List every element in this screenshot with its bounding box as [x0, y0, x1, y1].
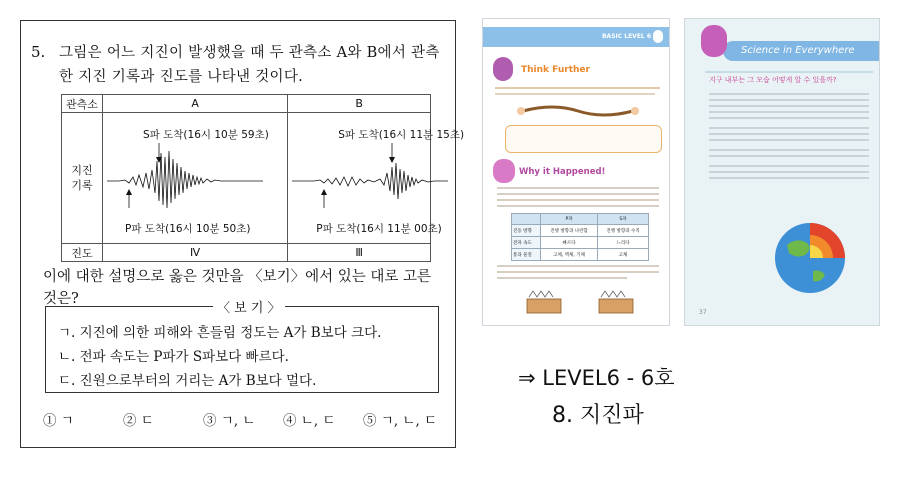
science-banner: Science in Everywhere — [723, 41, 880, 61]
character3-icon — [701, 25, 727, 57]
earth-cross-section-illustration — [773, 221, 847, 295]
choice-1[interactable]: ① ㄱ — [43, 413, 74, 429]
right-body-lines — [709, 93, 869, 193]
question-number: 5. — [31, 43, 46, 61]
station-a-header: A — [103, 95, 288, 113]
b-intensity: Ⅲ — [288, 244, 431, 262]
bogi-box — [45, 306, 439, 393]
bogi-item-2: ㄴ. 전파 속도는 P파가 S파보다 빠르다. — [58, 349, 289, 365]
choice-2[interactable]: ② ㄷ — [123, 413, 154, 429]
bogi-item-3: ㄷ. 진원으로부터의 거리는 A가 B보다 멀다. — [58, 373, 317, 389]
textbook-page-left — [482, 18, 670, 326]
a-s-arrival-label: S파 도착(16시 10분 59초) — [143, 129, 269, 141]
b-p-arrival-label: P파 도착(16시 11분 00초) — [316, 223, 442, 235]
think-further-title: Think Further — [521, 65, 590, 75]
b-s-arrival-label: S파 도착(16시 11분 15초) — [338, 129, 465, 141]
character-icon — [493, 57, 513, 81]
choice-5[interactable]: ⑤ ㄱ, ㄴ, ㄷ — [363, 413, 438, 429]
a-p-arrival-label: P파 도착(16시 10분 50초) — [125, 223, 251, 235]
station-b-header: B — [288, 95, 431, 113]
question-prompt: 이에 대한 설명으로 옳은 것만을 〈보기〉에서 있는 대로 고른 것은? — [43, 269, 432, 307]
seismogram-b — [288, 113, 465, 244]
reference-level: ⇒ LEVEL6 - 6호 — [518, 366, 675, 390]
spring-illustration — [519, 289, 649, 319]
intensity-label: 진도 — [62, 244, 103, 262]
observation-table — [61, 94, 465, 262]
exam-question-panel — [20, 20, 465, 448]
station-header-label: 관측소 — [62, 95, 103, 113]
reference-topic: 8. 지진파 — [552, 403, 644, 428]
page-number: 37 — [699, 309, 707, 316]
bogi-item-1: ㄱ. 지진에 의한 피해와 흔들림 정도는 A가 B보다 크다. — [58, 325, 382, 341]
answer-box — [505, 125, 662, 153]
right-page-subtitle: 지구 내부는 그 모습 어떻게 알 수 있을까? — [709, 76, 837, 84]
wave-comparison-table: P파 S파 진동 방향 진행 방향과 나란함 진행 방향과 수직 전파 속도 빠르다 느리다 통과 물질 고체, 액체, 기체 고체 — [511, 213, 649, 261]
textbook-page-right — [684, 18, 880, 326]
bogi-title: 〈 보 기 〉 — [213, 297, 285, 316]
choice-3[interactable]: ③ ㄱ, ㄴ — [203, 413, 256, 429]
seismogram-a — [103, 113, 288, 244]
page-banner: BASIC LEVEL 6 — [483, 27, 670, 47]
rope-illustration — [513, 99, 643, 121]
choice-4[interactable]: ④ ㄴ, ㄷ — [283, 413, 336, 429]
character2-icon — [493, 159, 515, 183]
why-happened-title: Why it Happened! — [519, 167, 606, 177]
a-intensity: Ⅳ — [103, 244, 288, 262]
record-label: 지진 기록 — [62, 113, 103, 244]
question-text: 그림은 어느 지진이 발생했을 때 두 관측소 A와 B에서 관측한 지진 기록과 진도를 나타낸 것이다. — [59, 45, 440, 85]
